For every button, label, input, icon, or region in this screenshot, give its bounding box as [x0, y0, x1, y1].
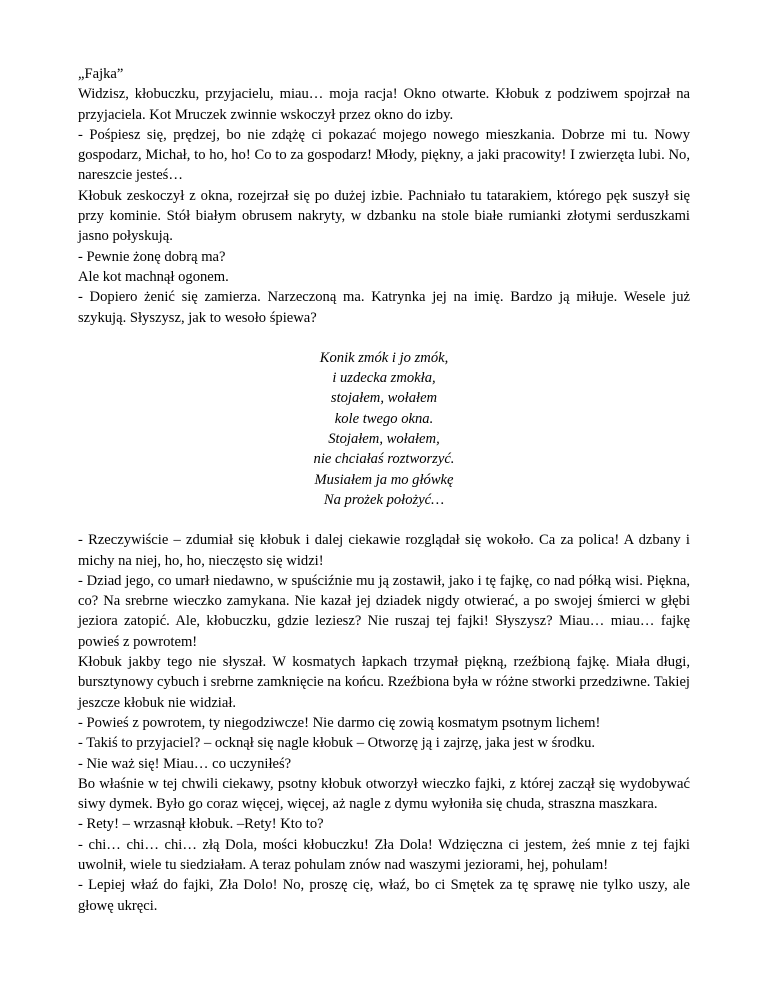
paragraph: - Lepiej właź do fajki, Zła Dolo! No, proszę cię, właź, bo ci Smętek za tę sprawę nie tylko uszy, ale głowę ukręci. — [78, 877, 690, 914]
document-title: „Fajka” — [78, 66, 124, 82]
poem-line: nie chciałaś roztworzyć. — [313, 451, 455, 468]
paragraph: Bo właśnie w tej chwili ciekawy, psotny kłobuk otworzył wieczko fajki, z której zaczął się wydobywać siwy dymek. Było go coraz więcej, więcej, aż nagle z dymu wyłoniła się chuda, straszna maszkara. — [78, 775, 690, 813]
poem-line: Konik zmók i jo zmók, — [319, 349, 449, 366]
paragraph: - Powieś z powrotem, ty niegodziwcze! Nie darmo cię zowią kosmatym psotnym lichem! — [78, 714, 601, 731]
paragraph: Kłobuk zeskoczył z okna, rozejrzał się po dużej izbie. Pachniało tu tatarakiem, którego pęk suszył się przy kominie. Stół białym obrusem nakryty, w dzbanku na stole białe rumianki złotymi serduszkami jasno połyskują. — [78, 187, 690, 245]
paragraph: - Rety! – wrzasnął kłobuk. –Rety! Kto to? — [78, 816, 324, 833]
paragraph: - Takiś to przyjaciel? – ocknął się nagle kłobuk – Otworzę ją i zajrzę, jaka jest w środku. — [78, 735, 596, 752]
poem-block — [78, 348, 690, 510]
poem-line: stojałem, wołałem — [330, 390, 438, 407]
paragraph: - Nie waż się! Miau… co uczyniłeś? — [78, 755, 292, 772]
paragraph: - Pewnie żonę dobrą ma? — [78, 248, 226, 265]
poem-line: Stojałem, wołałem, — [328, 431, 440, 448]
paragraph: - chi… chi… chi… złą Dola, mości kłobuczku! Zła Dola! Wdzięczna ci jestem, żeś mnie z tej fajki uwolnił, wiele tu siedziałam. A teraz pohulam znów nad waszymi jeziorami, hej, pohulam! — [78, 836, 690, 873]
paragraph: - Rzeczywiście – zdumiał się kłobuk i dalej ciekawie rozglądał się wokoło. Ca za polica! A dzbany i michy na niej, ho, ho, nieczęsto się widzi! — [78, 532, 690, 569]
poem-line: Musiałem ja mo główkę — [314, 471, 454, 488]
paragraph: Widzisz, kłobuczku, przyjacielu, miau… moja racja! Okno otwarte. Kłobuk z podziwem spojrzał na przyjaciela. Kot Mruczek zwinnie wskoczył przez okno do izby. — [78, 86, 690, 123]
poem-line: kole twego okna. — [334, 410, 434, 427]
paragraph: - Dopiero żenić się zamierza. Narzeczoną ma. Katrynka jej na imię. Bardzo ją miłuje. Wesele już szykują. Słyszysz, jak to wesoło śpiewa? — [78, 289, 690, 326]
paragraph: Kłobuk jakby tego nie słyszał. W kosmatych łapkach trzymał piękną, rzeźbioną fajkę. Miała długi, bursztynowy cybuch i srebrne zamknięcie na końcu. Rzeźbiona była w różne stworki przedziwne. Takiej jeszcze kłobuk nie widział. — [78, 654, 690, 711]
document-page — [78, 64, 690, 916]
paragraph: Ale kot machnął ogonem. — [78, 268, 229, 285]
paragraph: - Pośpiesz się, prędzej, bo nie zdążę ci pokazać mojego nowego mieszkania. Dobrze mi tu. Nowy gospodarz, Michał, to ho, ho! Co to za gospodarz! Młody, piękny, a jaki pracowity! I zwierzęta lubi. No, nareszcie jesteś… — [78, 126, 690, 184]
poem-line: i uzdecka zmokła, — [332, 370, 436, 387]
bottom-text-block — [78, 530, 690, 916]
poem-line: Na prożek położyć… — [323, 491, 445, 508]
top-text-block — [78, 64, 690, 328]
paragraph: - Dziad jego, co umarł niedawno, w spuściźnie mu ją zostawił, jako i tę fajkę, co nad półką wisi. Piękna, co? Na srebrne wieczko zamykana. Nie kazał jej dziadek nigdy otwierać, a po swojej śmierci w głębi jeziora zatopić. Ale, kłobuczku, gdzie leziesz? Nie ruszaj tej fajki! Słyszysz? Miau… miau… fajkę powieś z powrotem! — [78, 572, 690, 650]
